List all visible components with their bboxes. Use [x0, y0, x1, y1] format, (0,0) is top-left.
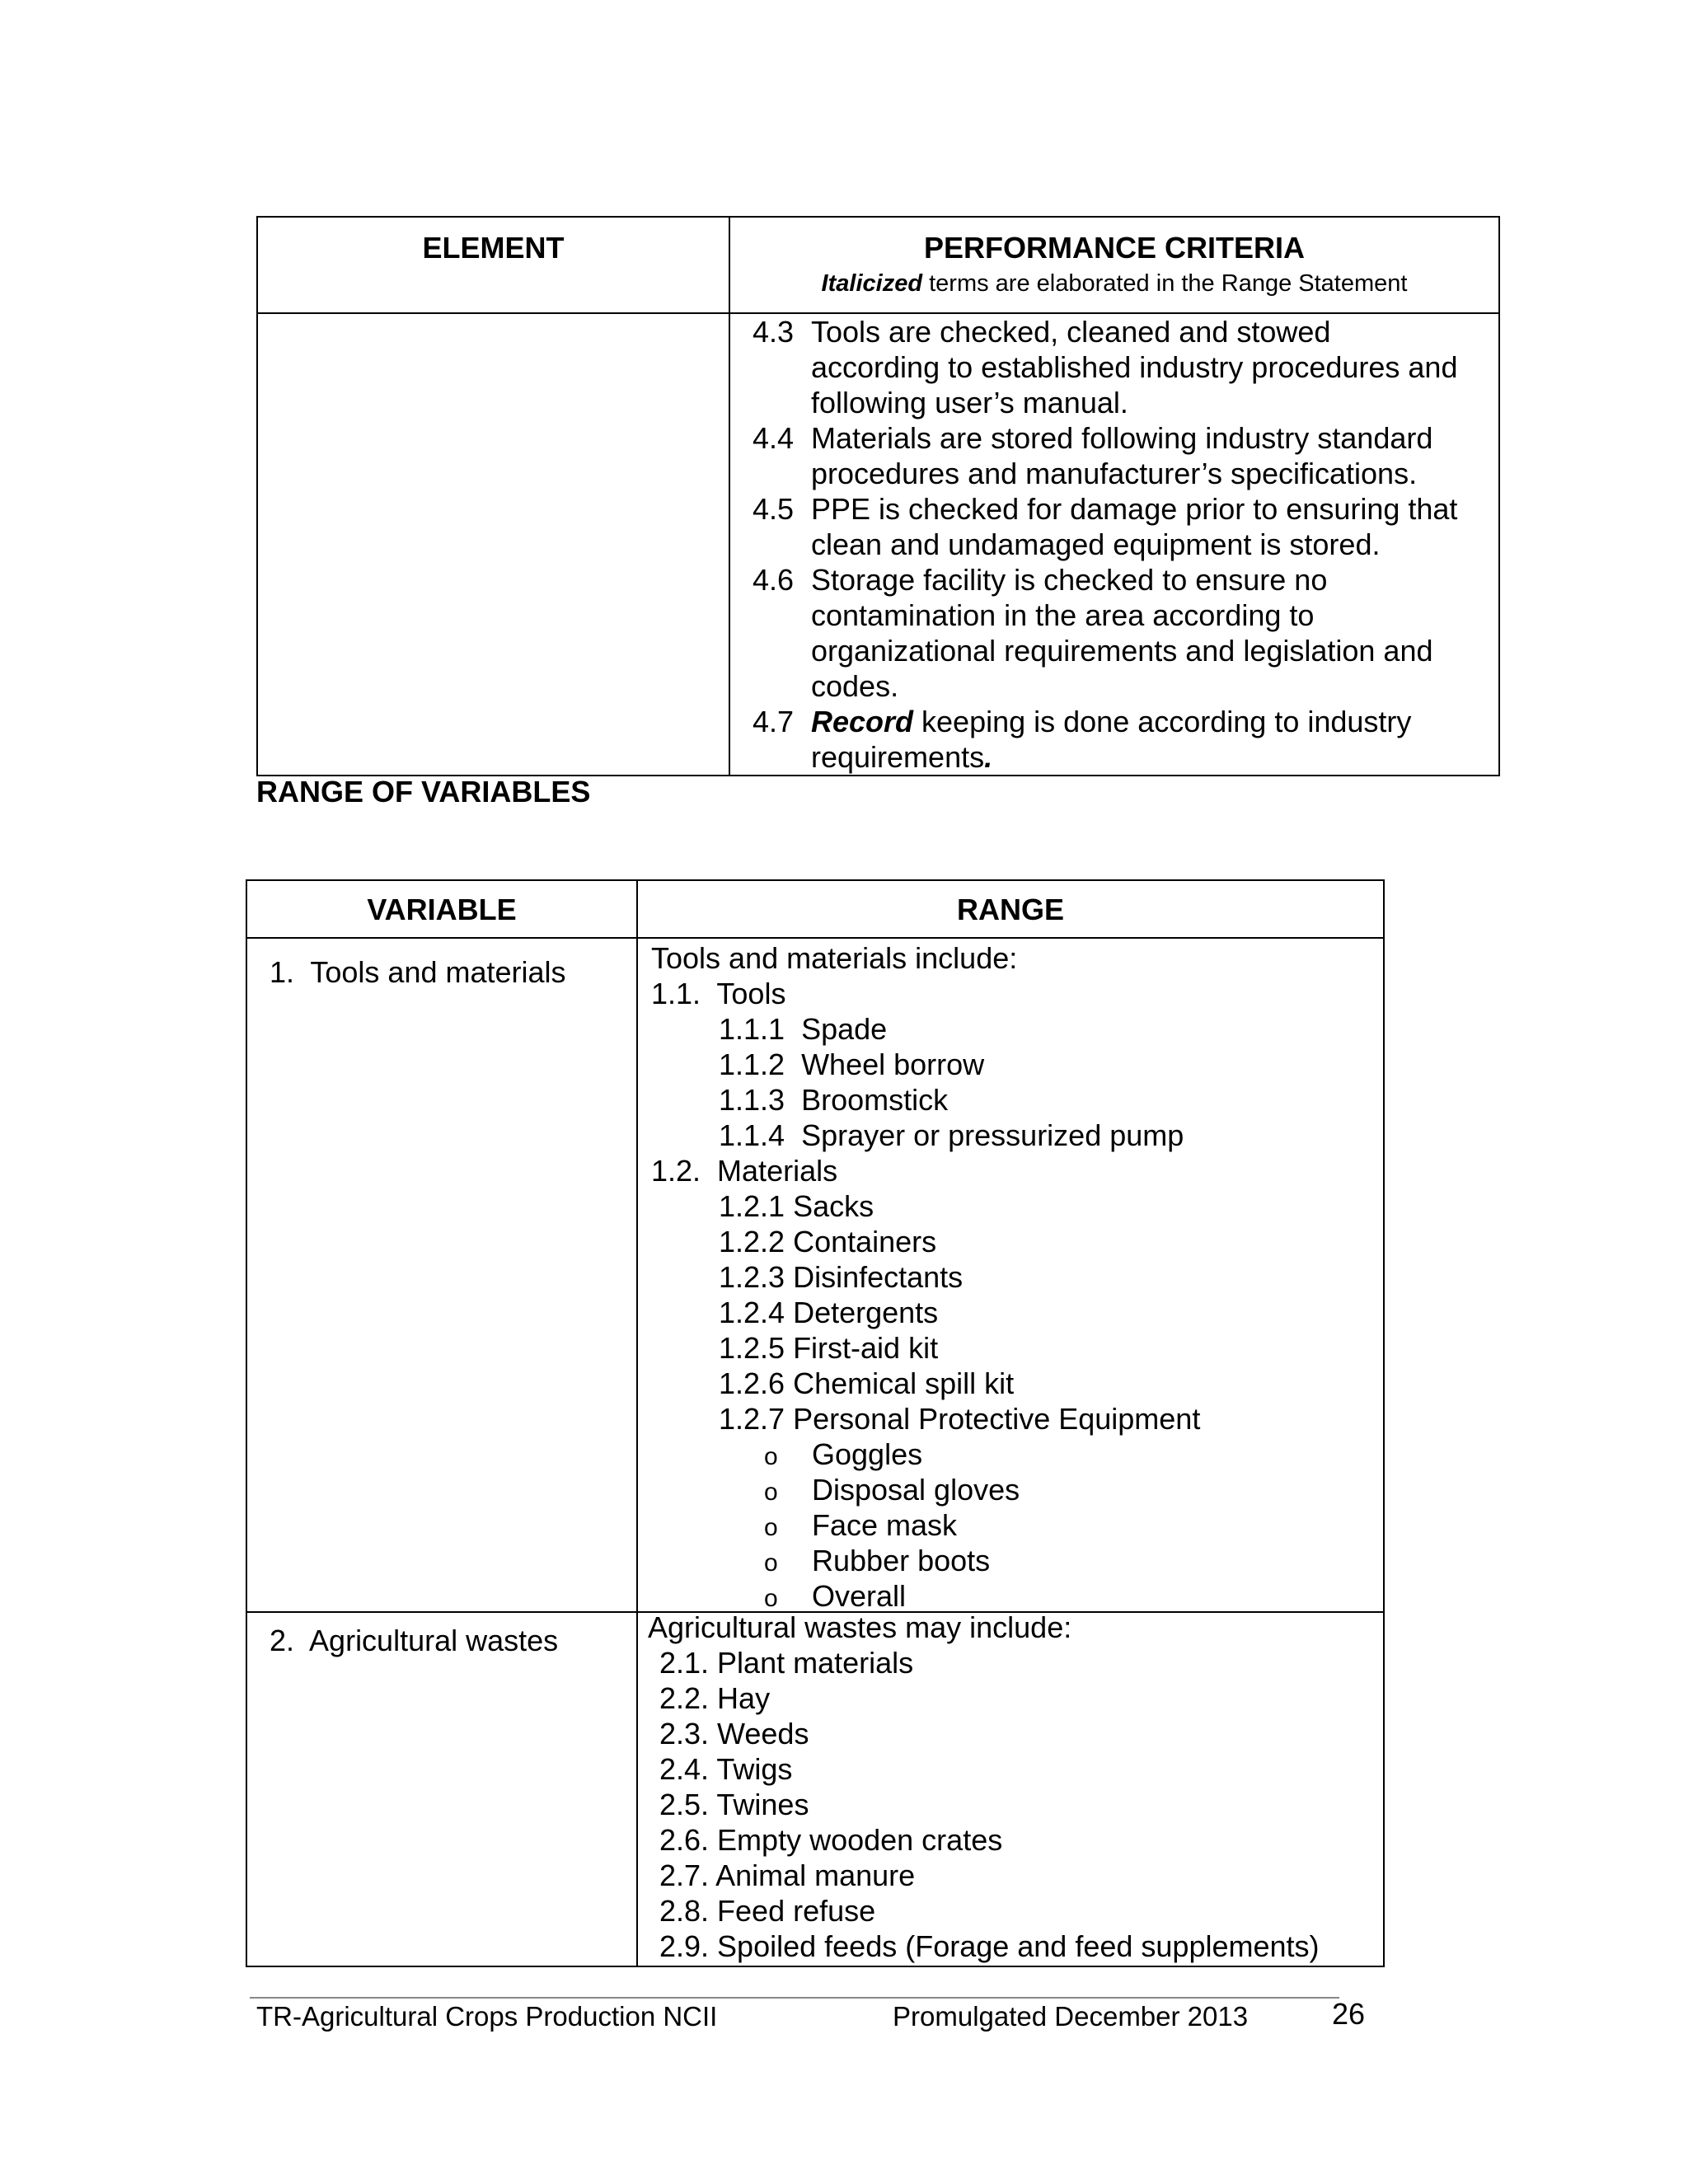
variable-header-cell [246, 880, 637, 938]
criterion-4-4: 4.4 Materials are stored following industry standard procedures and manufacturer’s specifications. [753, 421, 1433, 490]
element-body-cell [257, 313, 729, 776]
variable-cell-1 [246, 938, 637, 1612]
header-note-text: terms are elaborated in the Range Statement [922, 270, 1408, 297]
range-header-row [246, 880, 1384, 938]
range-header: RANGE [956, 893, 1064, 926]
range-of-variables-heading: RANGE OF VARIABLES [256, 775, 591, 808]
criterion-4-6: 4.6 Storage facility is checked to ensure no contamination in the area according to organizational requirements and legislation and codes. [753, 563, 1433, 703]
footer-promulgated: Promulgated December 2013 [893, 2001, 1249, 2032]
element-header: ELEMENT [422, 231, 565, 265]
ppe-item: o Goggles [638, 1436, 1383, 1472]
footer-divider [250, 1997, 1339, 1999]
criterion-4-5: 4.5 PPE is checked for damage prior to ensuring that clean and undamaged equipment is stored. [753, 492, 1458, 561]
range-table [246, 879, 1385, 1967]
agricultural-wastes-list: Agricultural wastes may include: 2.1. Plant materials 2.2. Hay 2.3. Weeds 2.4. Twigs 2.5. Twines 2.6. Empty wooden crates 2.7. Animal manure 2.8. Feed refuse 2.9. Spoiled feeds (Forage and feed supplements) [648, 1610, 1320, 1963]
criteria-header: PERFORMANCE CRITERIA [923, 231, 1305, 265]
variable-header: VARIABLE [367, 893, 517, 926]
range-header-cell [637, 880, 1384, 938]
range-row-agricultural-wastes [246, 1612, 1384, 1966]
ppe-item: o Rubber boots [638, 1543, 1383, 1578]
bullet-icon: o [764, 1514, 778, 1541]
bullet-icon: o [764, 1443, 778, 1470]
page-number: 26 [1332, 1997, 1366, 2031]
criteria-header-note [730, 270, 1498, 298]
variable-cell-2 [246, 1612, 637, 1966]
footer-title: TR-Agricultural Crops Production NCII [256, 2001, 718, 2032]
variable-agricultural-wastes: 2. Agricultural wastes [270, 1624, 559, 1657]
ppe-item: o Face mask [638, 1507, 1383, 1543]
range-row-tools-materials [246, 938, 1384, 1612]
range-cell-1 [637, 938, 1384, 1612]
tools-materials-list: Tools and materials include: 1.1. Tools 1.1.1 Spade 1.1.2 Wheel borrow 1.1.3 Broomstick 1.1.4 Sprayer or pressurized pump 1.2. Materials 1.2.1 Sacks 1.2.2 Containers 1.2.3 Disinfectants 1.2.4 Detergents 1.2.5 First-aid kit 1.2.6 Chemical spill kit 1.2.7 Personal Protective Equipment o Goggles o Disposal gloves o Face mask o Rubber boots o Overall [638, 940, 1383, 1611]
criterion-4-7: 4.7 Record keeping is done according to industry requirements. [753, 705, 1412, 774]
criteria-header-row [257, 217, 1499, 313]
performance-criteria-table [256, 216, 1500, 776]
criteria-body-cell [729, 313, 1499, 776]
element-header-cell [257, 217, 729, 313]
criteria-header-cell [729, 217, 1499, 313]
criteria-list [730, 314, 1498, 775]
ppe-item: o Overall [638, 1578, 1383, 1611]
bullet-icon: o [764, 1479, 778, 1506]
criterion-4-3: 4.3 Tools are checked, cleaned and stowed according to established industry procedures and following user’s manual. [753, 315, 1458, 419]
bullet-icon: o [764, 1585, 778, 1612]
italicized-word: Italicized [821, 270, 923, 297]
variable-tools-materials: 1. Tools and materials [270, 955, 566, 989]
ppe-item: o Disposal gloves [638, 1472, 1383, 1507]
range-cell-2 [637, 1612, 1384, 1966]
criteria-body-row [257, 313, 1499, 776]
bullet-icon: o [764, 1549, 778, 1577]
